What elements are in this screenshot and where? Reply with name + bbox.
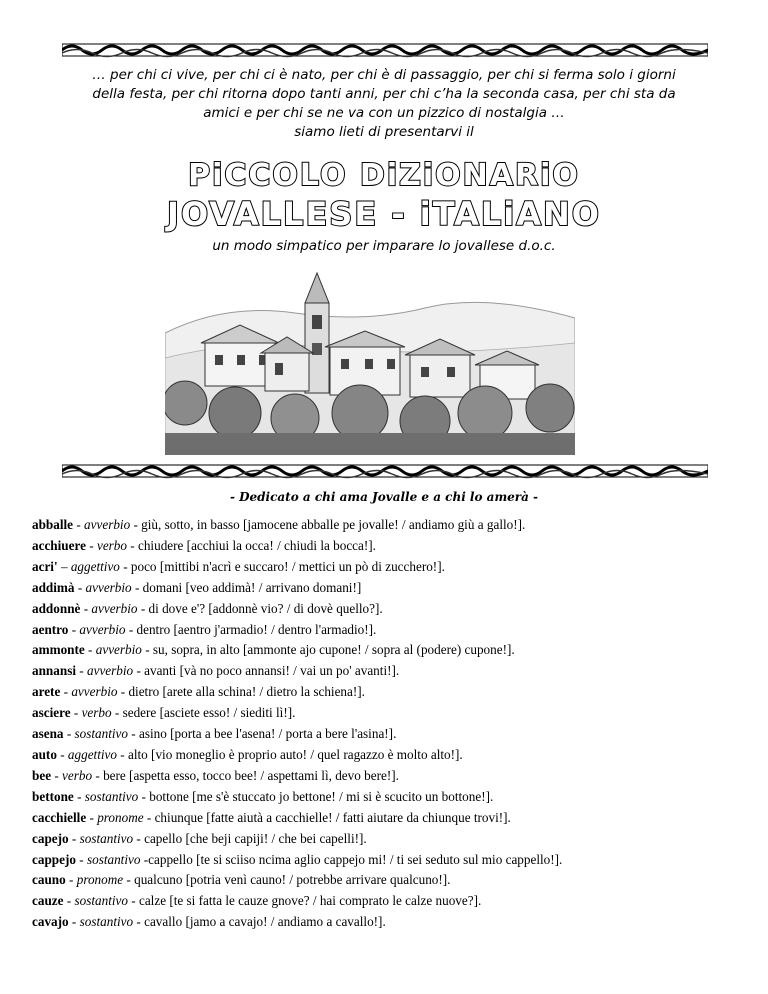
entry-definition: - alto [vio moneglio è proprio auto! / quel ragazzo è molto alto!]. (117, 746, 463, 762)
entry-word: ammonte (32, 642, 85, 658)
entry-part-of-speech: avverbio (84, 517, 131, 532)
entry-separator: - (76, 663, 87, 679)
village-sketch-image (165, 263, 575, 455)
dictionary-entry (32, 703, 742, 724)
dictionary-entry (32, 766, 742, 787)
dictionary-entry (32, 745, 742, 766)
entry-word: annansi (32, 663, 76, 679)
title-line-2: JOVALLESE - iTALiANO (167, 195, 601, 233)
entry-part-of-speech: avverbio (71, 684, 118, 700)
entry-separator: - (86, 809, 98, 825)
entry-word: capejo (32, 830, 69, 846)
entry-word: abballe (32, 517, 74, 532)
entry-definition: - bottone [me s'è stuccato jo bettone! / mi si è scucito un bottone!]. (138, 788, 494, 804)
entry-word: aentro (32, 621, 69, 637)
entry-definition: - sedere [asciete esso! / siediti lì!]. (111, 705, 296, 721)
entry-word: acchiuere (32, 537, 86, 553)
dictionary-entry (32, 724, 742, 745)
entry-part-of-speech: aggettivo (70, 558, 120, 574)
intro-text (40, 66, 728, 142)
entry-part-of-speech: aggettivo (67, 746, 117, 762)
dictionary-entry (32, 640, 742, 661)
entry-word: arete (32, 684, 61, 700)
entry-definition: - domani [veo addimà! / arrivano domani!] (131, 579, 362, 595)
entry-part-of-speech: verbo (62, 767, 93, 783)
dictionary-entry (32, 912, 742, 933)
entry-word: asena (32, 726, 64, 742)
entry-part-of-speech: sostantivo (74, 893, 128, 909)
entry-definition: - avanti [và no poco annansi! / vai un po' avanti!]. (133, 663, 400, 679)
entry-word: addimà (32, 579, 75, 595)
entry-separator: - (70, 705, 82, 721)
entry-separator: - (51, 767, 63, 783)
entry-separator: – (57, 558, 71, 574)
entry-part-of-speech: sostantivo (79, 914, 134, 930)
entry-definition: - asino [porta a bee l'asena! / porta a bere l'asina!]. (128, 726, 397, 742)
entry-part-of-speech: pronome (76, 872, 124, 888)
dictionary-entry (32, 808, 742, 829)
entry-word: cavajo (32, 914, 69, 930)
entry-word: asciere (32, 705, 71, 721)
entry-separator: - (85, 537, 97, 553)
entry-separator: - (65, 872, 77, 888)
entry-separator: - (63, 726, 75, 742)
dictionary-entry (32, 682, 742, 703)
entry-part-of-speech: avverbio (87, 663, 134, 679)
subtitle: un modo simpatico per imparare lo jovallese d.o.c. (212, 238, 556, 254)
dictionary-entry (32, 578, 742, 599)
entry-separator: - (56, 746, 68, 762)
entry-definition: - chiunque [fatte aiutà a cacchielle! / fatti aiutare da chiunque trovi!]. (143, 809, 511, 825)
entry-definition: - poco [mittibi n'acrì e succaro! / mettici un pò di zucchero!]. (119, 558, 445, 574)
entry-separator: - (73, 788, 85, 804)
entry-word: bee (32, 767, 52, 783)
entry-separator: - (68, 914, 80, 930)
entry-part-of-speech: avverbio (85, 579, 132, 595)
intro-line: della festa, per chi ritorna dopo tanti anni, per chi c’ha la seconda casa, per chi sta da (92, 86, 676, 102)
entry-part-of-speech: avverbio (91, 600, 138, 616)
entry-definition: - chiudere [acchiui la occa! / chiudi la bocca!]. (127, 537, 376, 553)
dictionary-entry (32, 620, 742, 641)
entry-word: cacchielle (32, 809, 87, 825)
entry-word: bettone (32, 788, 74, 804)
intro-line: siamo lieti di presentarvi il (294, 124, 474, 140)
entry-separator: - (68, 621, 80, 637)
entry-part-of-speech: verbo (96, 537, 127, 553)
entry-separator: - (60, 684, 72, 700)
middle-ornamental-border (62, 463, 708, 479)
entry-separator: - (75, 851, 87, 867)
entry-separator: - (74, 579, 86, 595)
title-line-1: PiCCOLO DiZiONARiO (188, 158, 580, 193)
entry-part-of-speech: avverbio (95, 642, 142, 658)
intro-line: … per chi ci vive, per chi ci è nato, per chi è di passaggio, per chi si ferma solo i giorni (92, 67, 676, 83)
intro-line: amici e per chi se ne va con un pizzico di nostalgia … (203, 105, 565, 121)
entry-separator: - (73, 517, 85, 532)
entry-part-of-speech: verbo (81, 705, 112, 721)
entry-separator: - (68, 830, 80, 846)
dictionary-entry (32, 850, 742, 871)
entry-definition: - cavallo [jamo a cavajo! / andiamo a cavallo!]. (133, 914, 386, 930)
dictionary-entry (32, 891, 742, 912)
dictionary-entry (32, 536, 742, 557)
entry-word: cauze (32, 893, 64, 909)
entry-definition: - capello [che beji capiji! / che bei capelli!]. (133, 830, 367, 846)
entry-part-of-speech: avverbio (79, 621, 126, 637)
entry-definition: -cappello [te si sciiso ncima aglio cappejo mi! / ti sei seduto sul mio cappello!]. (140, 851, 563, 867)
entry-separator: - (80, 600, 92, 616)
dictionary-entry (32, 829, 742, 850)
entry-word: auto (32, 746, 57, 762)
entry-word: cauno (32, 872, 66, 888)
top-ornamental-border (62, 42, 708, 58)
entry-word: cappejo (32, 851, 76, 867)
dictionary-entry (32, 557, 742, 578)
entry-part-of-speech: pronome (97, 809, 144, 825)
dictionary-entry (32, 515, 742, 536)
entry-word: addonnè (32, 600, 81, 616)
entry-definition: - su, sopra, in alto [ammonte ajo cupone! / sopra al (podere) cupone!]. (141, 642, 515, 658)
dictionary-entry (32, 661, 742, 682)
entry-definition: - bere [aspetta esso, tocco bee! / aspettami lì, devo bere!]. (92, 767, 399, 783)
entry-part-of-speech: sostantivo (79, 830, 134, 846)
entry-definition: - di dove e'? [addonnè vio? / di dovè quello?]. (137, 600, 383, 616)
dictionary-entry (32, 870, 742, 891)
dedication: - Dedicato a chi ama Jovalle e a chi lo amerà - (229, 490, 539, 504)
dictionary-entry (32, 599, 742, 620)
entry-part-of-speech: sostantivo (74, 726, 128, 742)
dictionary-entry (32, 787, 742, 808)
entry-definition: - dietro [arete alla schina! / dietro la schiena!]. (117, 684, 365, 700)
entry-definition: - calze [te si fatta le cauze gnove? / hai comprato le calze nuove?]. (127, 893, 482, 909)
entry-definition: - qualcuno [potria venì cauno! / potrebbe arrivare qualcuno!]. (123, 872, 451, 888)
entry-word: acri' (32, 558, 58, 574)
entry-separator: - (84, 642, 96, 658)
entry-part-of-speech: sostantivo (84, 788, 139, 804)
dictionary-entries (32, 515, 742, 933)
entry-definition: - dentro [aentro j'armadio! / dentro l'armadio!]. (125, 621, 377, 637)
entry-part-of-speech: sostantivo (86, 851, 141, 867)
entry-definition: - giù, sotto, in basso [jamocene abballe pe jovalle! / andiamo giù a gallo!]. (130, 517, 526, 532)
entry-separator: - (63, 893, 75, 909)
